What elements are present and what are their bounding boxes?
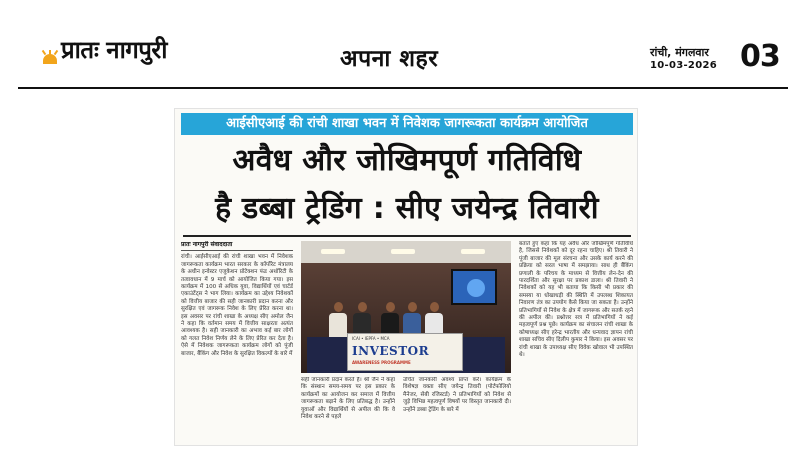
ceiling-light xyxy=(461,249,485,254)
byline: प्रातः नागपुरी संवाददाता xyxy=(181,241,293,251)
column-text: रांची। आईसीएआई की रांची शाखा भवन में निवेशक जागरूकता कार्यक्रम भारत सरकार के कॉर्पोरेट मंत्रालय के अधीन इन्वेस्टर एजुकेशन प्रोटेक्शन फंड अथॉरिटी के तत्वावधान में 9 मार्च को आयोजित किया गया। इस कार्यक्रम में 100 से अधिक युवा, विद्यार्थियों एवं चार्टर्ड एकाउंटेंट्स ने भाग लिया। कार्यक्रम का उद्देश्य निवेशकों को वित्तीय बाजार की सही जानकारी प्रदान करना और सुरक्षित एवं जागरूक निवेश के लिए प्रेरित करना था। इस अवसर पर रांची शाखा के अध्यक्ष सीए अमोल जैन ने कहा कि वर्तमान समय में वित्तीय साक्षरता अत्यंत आवश्यक है। सही जानकारी का अभाव कई बार लोगों को गलत निवेश निर्णय लेने के लिए प्रेरित कर देता है। ऐसे में निवेशक जागरूकता कार्यक्रम लोगों को पूंजी बाजार, बैंकिंग और निवेश के सुरक्षित विकल्पों के बारे में xyxy=(181,254,293,357)
masthead xyxy=(14,30,792,86)
kicker-banner: आईसीएआई की रांची शाखा भवन में निवेशक जागरूकता कार्यक्रम आयोजित xyxy=(181,113,633,135)
column-text: उचित जानकारी अवश्य प्राप्त करें। कार्यक्रम के विशेषज्ञ वक्ता सीए जयेन्द्र तिवारी (पोर्टफोलियो मैनेजर, सेबी रजिस्टर्ड) ने प्रतिभागियों को निवेश से जुड़े विभिन्न महत्वपूर्ण विषयों पर विस्तृत जानकारी दी। उन्होंने डब्बा ट्रेडिंग के बारे में xyxy=(403,377,511,413)
banner-logos: ICAI • IEPFA • MCA xyxy=(352,336,390,341)
projector-screen xyxy=(451,269,497,305)
sun-icon xyxy=(40,50,60,64)
headline-line-2: है डब्बा ट्रेडिंग : सीए जयेन्द्र तिवारी xyxy=(215,191,599,226)
column-text: सही जानकारी प्रदान करते हैं। श्री जैन ने कहा कि संस्थान समय-समय पर इस प्रकार के कार्यक्रमों का आयोजन कर समाज में वित्तीय जागरूकता बढ़ाने के लिए प्रतिबद्ध है। उन्होंने युवाओं और विद्यार्थियों से अपील की कि वे निवेश करने से पहले xyxy=(301,377,395,421)
date: 10-03-2026 xyxy=(650,60,717,71)
ceiling-light xyxy=(391,249,415,254)
logo-text: प्रातः नागपुरी xyxy=(61,36,167,64)
headline-rule xyxy=(183,235,631,237)
event-photo xyxy=(301,241,511,373)
event-banner xyxy=(347,333,463,371)
headline-line-1: अवैध और जोखिमपूर्ण गतिविधि xyxy=(232,143,582,178)
banner-subtitle: AWARENESS PROGRAMME xyxy=(352,360,411,365)
newspaper-logo xyxy=(40,36,167,64)
news-clipping xyxy=(174,108,638,446)
masthead-rule xyxy=(18,87,788,89)
article-column-4 xyxy=(519,241,633,443)
column-text: बताते हुए कहा कि यह अवैध और जोखिमपूर्ण गतिविधि है, जिससे निवेशकों को दूर रहना चाहिए। श्री तिवारी ने पूंजी बाजार की मूल संरचना और उसके कार्य करने की प्रक्रिया को सरल भाषा में समझाया। साथ ही बैंकिंग प्रणाली के परिचय के माध्यम से वित्तीय लेन-देन की पारदर्शिता और सुरक्षा पर प्रकाश डाला। श्री तिवारी ने निवेशकों को यह भी बताया कि किसी भी प्रकार की समस्या या धोखाधड़ी की स्थिति में उपलब्ध शिकायत निवारण तंत्र का उपयोग कैसे किया जा सकता है। उन्होंने प्रतिभागियों से निवेश के क्षेत्र में जागरूक और सतर्क रहने की अपील की। प्रश्नोत्तर सत्र में प्रतिभागियों ने कई महत्वपूर्ण प्रश्न पूछे। कार्यक्रम का संचालन रांची शाखा के कोषाध्यक्ष सीए हरेन्द्र भारतीय और धन्यवाद ज्ञापन रांची शाखा सचिव सीए दिलीप कुमार ने किया। इस अवसर पर रांची शाखा के उपाध्यक्ष सीए विवेक खोवाल भी उपस्थित थे। xyxy=(519,241,633,359)
page-number: 03 xyxy=(740,39,780,74)
article-column-2 xyxy=(301,377,395,443)
section-title: अपना शहर xyxy=(340,46,439,72)
date-city: रांची, मंगलवार xyxy=(650,46,709,59)
dateline xyxy=(650,46,717,73)
article-column-1 xyxy=(181,241,293,443)
banner-title: INVESTOR xyxy=(352,344,430,358)
ceiling-light xyxy=(321,249,345,254)
article-column-3 xyxy=(403,377,511,443)
